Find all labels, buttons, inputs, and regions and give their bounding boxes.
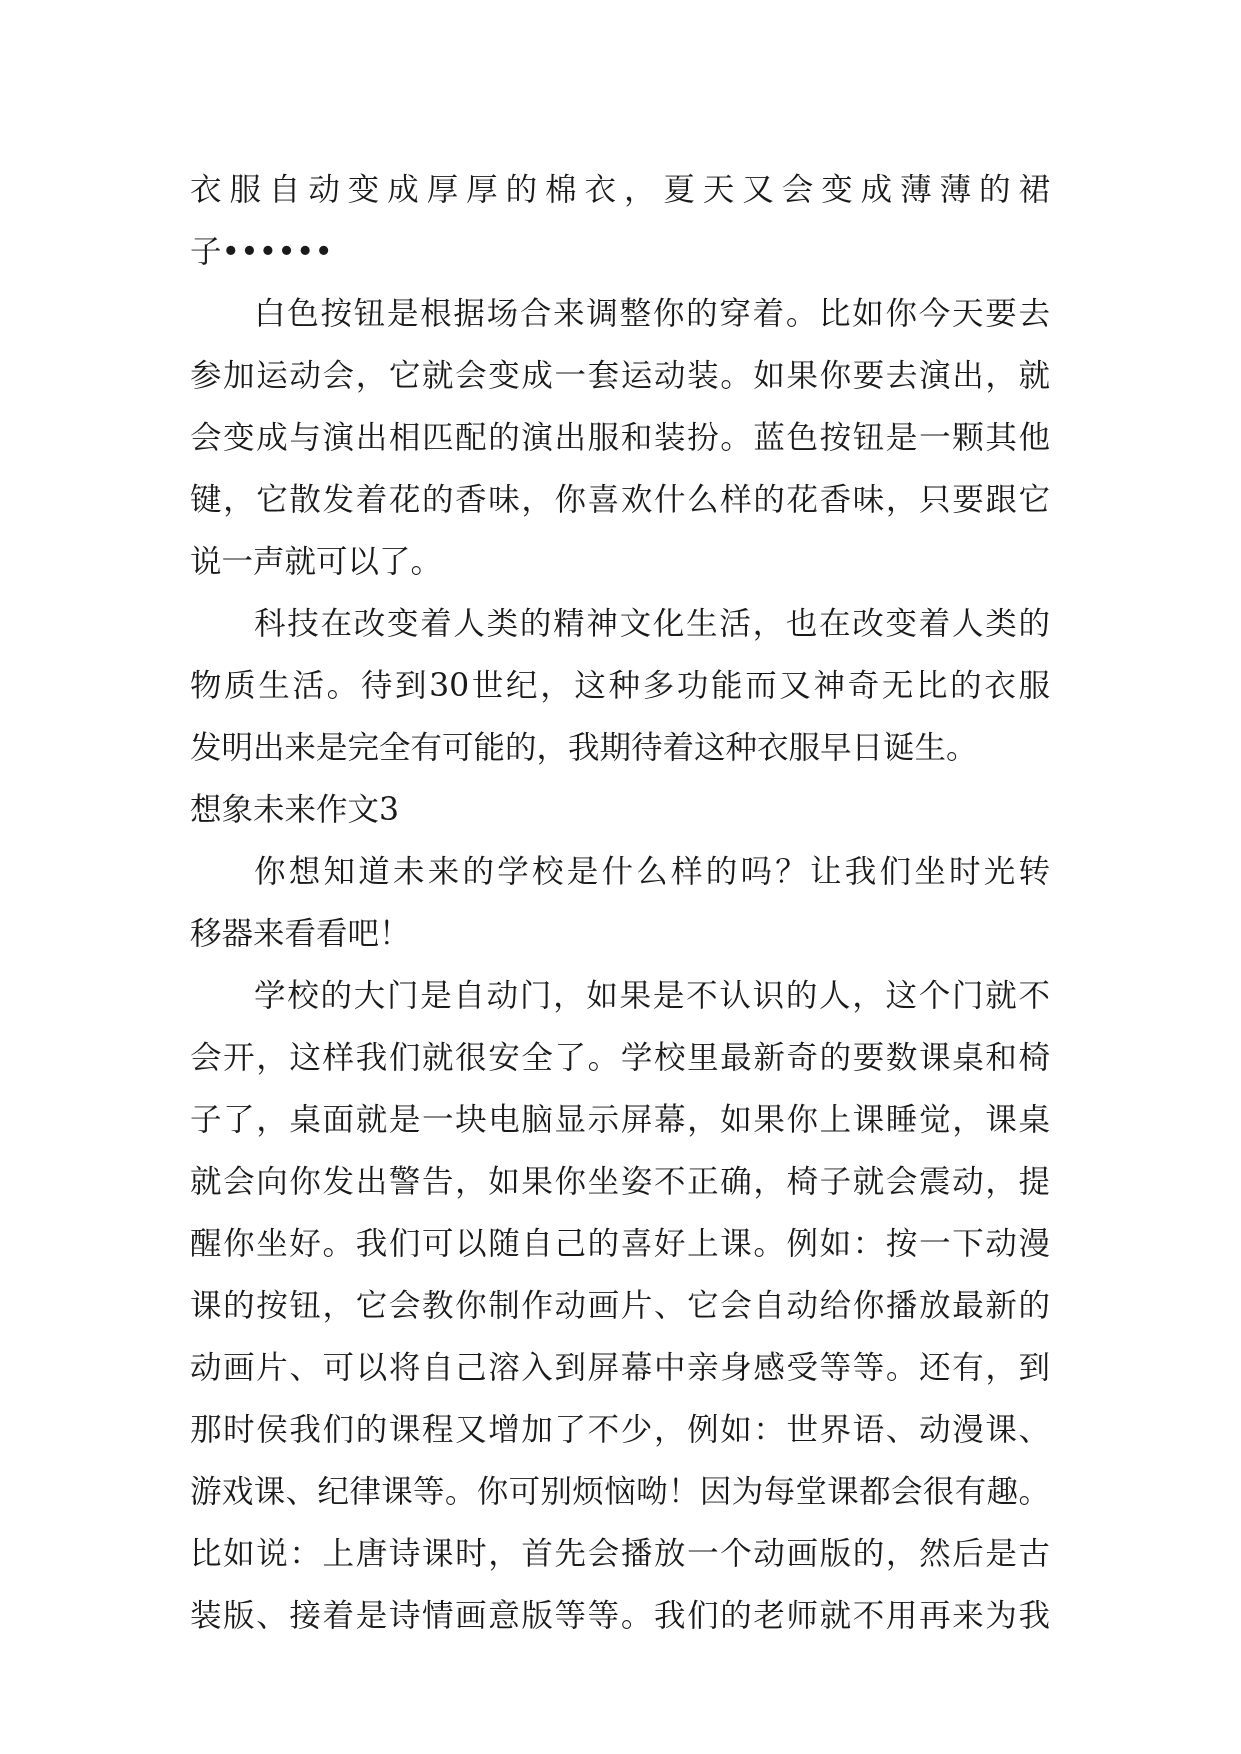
text-line: 就会向你发出警告，如果你坐姿不正确，椅子就会震动，提 bbox=[190, 1164, 1050, 1200]
text-line: 衣服自动变成厚厚的棉衣，夏天又会变成薄薄的裙 bbox=[190, 172, 1050, 208]
text-line: 发明出来是完全有可能的，我期待着这种衣服早日诞生。 bbox=[190, 730, 978, 766]
text-line: 比如说：上唐诗课时，首先会播放一个动画版的，然后是古 bbox=[190, 1536, 1050, 1572]
paragraph-start-line: 科技在改变着人类的精神文化生活，也在改变着人类的 bbox=[254, 606, 1050, 642]
paragraph-start-line: 白色按钮是根据场合来调整你的穿着。比如你今天要去 bbox=[254, 296, 1050, 332]
text-line: 键，它散发着花的香味，你喜欢什么样的花香味，只要跟它 bbox=[190, 482, 1050, 518]
text-line: 子了，桌面就是一块电脑显示屏幕，如果你上课睡觉，课桌 bbox=[190, 1102, 1050, 1138]
paragraph-start-line: 你想知道未来的学校是什么样的吗？让我们坐时光转 bbox=[254, 854, 1050, 890]
text-line: 移器来看看吧！ bbox=[190, 916, 411, 952]
text-line: 说一声就可以了。 bbox=[190, 544, 443, 580]
section-heading: 想象未来作文3 bbox=[190, 792, 400, 828]
text-line: 会开，这样我们就很安全了。学校里最新奇的要数课桌和椅 bbox=[190, 1040, 1050, 1076]
text-line: 参加运动会，它就会变成一套运动装。如果你要去演出，就 bbox=[190, 358, 1050, 394]
document-body bbox=[190, 159, 1050, 1647]
text-line: 动画片、可以将自己溶入到屏幕中亲身感受等等。还有，到 bbox=[190, 1350, 1050, 1386]
text-line: 醒你坐好。我们可以随自己的喜好上课。例如：按一下动漫 bbox=[190, 1226, 1050, 1262]
text-line: 装版、接着是诗情画意版等等。我们的老师就不用再来为我 bbox=[190, 1598, 1050, 1634]
paragraph-start-line: 学校的大门是自动门，如果是不认识的人，这个门就不 bbox=[254, 978, 1050, 1014]
text-line: 子•••••• bbox=[190, 234, 333, 270]
text-line: 游戏课、纪律课等。你可别烦恼呦！因为每堂课都会很有趣。 bbox=[190, 1474, 1050, 1510]
text-line: 物质生活。待到30世纪，这种多功能而又神奇无比的衣服 bbox=[190, 668, 1050, 704]
text-line: 会变成与演出相匹配的演出服和装扮。蓝色按钮是一颗其他 bbox=[190, 420, 1050, 456]
text-line: 课的按钮，它会教你制作动画片、它会自动给你播放最新的 bbox=[190, 1288, 1050, 1324]
text-line: 那时侯我们的课程又增加了不少，例如：世界语、动漫课、 bbox=[190, 1412, 1050, 1448]
